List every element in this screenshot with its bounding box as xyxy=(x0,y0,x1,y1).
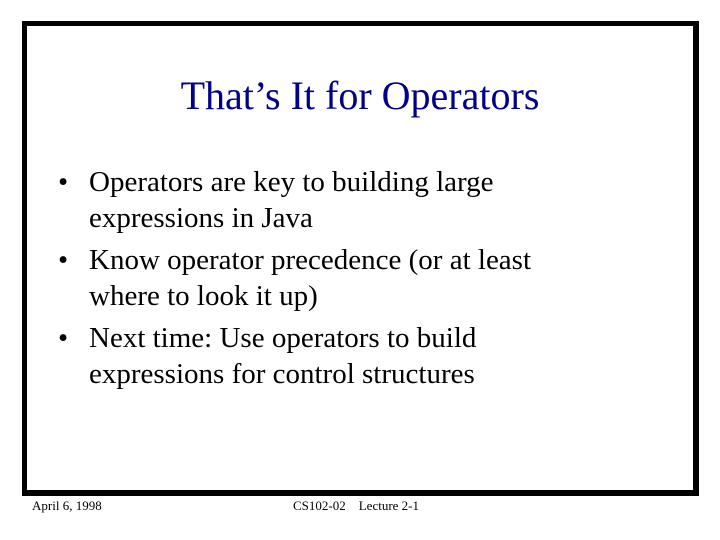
bullet-marker-icon: • xyxy=(58,244,69,276)
bullet-text-line: Know operator precedence (or at least xyxy=(89,244,532,276)
bullet-text-line: where to look it up) xyxy=(89,280,318,312)
bullet-text-line: Next time: Use operators to build xyxy=(89,322,477,354)
bullet-text-line: expressions for control structures xyxy=(89,358,475,390)
bullet-item xyxy=(56,164,676,236)
bullet-marker-icon: • xyxy=(58,166,69,198)
footer-date: April 6, 1998 xyxy=(32,498,102,513)
bullet-item xyxy=(56,242,676,314)
bullet-text-line: Operators are key to building large xyxy=(89,166,494,198)
footer-course-label: CS102-02 Lecture 2-1 xyxy=(293,498,420,513)
slide-title: That’s It for Operators xyxy=(180,73,540,118)
bullet-marker-icon: • xyxy=(58,322,69,354)
bullet-item xyxy=(56,320,676,392)
bullet-text-line: expressions in Java xyxy=(89,202,313,234)
bullet-list xyxy=(56,164,676,398)
